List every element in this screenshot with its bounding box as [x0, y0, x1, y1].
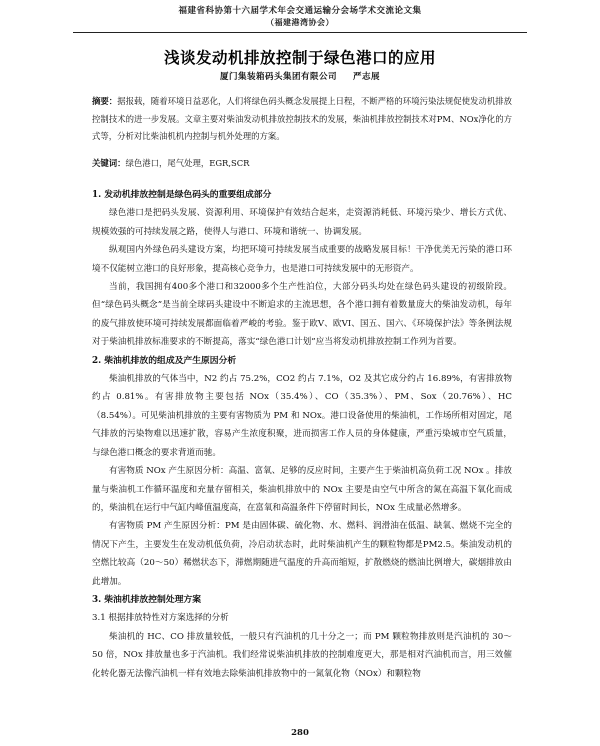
author-name: 严志展	[353, 72, 381, 82]
section-2-paragraph-3: 有害物质 PM 产生原因分析：PM 是由固体碳、硫化物、水、燃料、润滑油在低温、缺氧、燃烧不完全的情况下产生，主要发生在发动机低负荷，冷启动状态时，此时柴油机产生的颗粒物都是PM2.5。柴油发动机的空燃比较高（20～50）稀燃状态下，滞燃期随进气温度的升高而缩短，扩散燃烧的燃油比例增大，碳烟排放由此增加。	[92, 521, 512, 587]
keywords-text: 绿色港口，尾气处理，EGR,SCR	[125, 158, 250, 168]
header-rule	[73, 32, 527, 33]
running-header: 福建省科协第十六届学术年会交通运输分会场学术交流论文集	[178, 6, 422, 16]
paper-title: 浅谈发动机排放控制于绿色港口的应用	[163, 49, 436, 67]
keywords	[92, 155, 512, 171]
author-line	[0, 70, 600, 82]
abstract	[92, 93, 512, 146]
section-2-paragraph-2: 有害物质 NOx 产生原因分析：高温、富氧、足够的反应时间，主要产生于柴油机高负荷工况 NOx 。排放量与柴油机工作循环温度和充量存留相关，柴油机排放中的 NOx 主要是由空气中所含的氮在高温下氧化而成的，柴油机在运行中气缸内峰值温度高，在富氧和高温条件下停留时间长，NOx 生成量必然增多。	[92, 466, 512, 513]
section-3-1-heading: 3.1 根据排放特性对方案选择的分析	[92, 613, 229, 624]
section-2-heading: 2. 柴油机排放的组成及产生原因分析	[92, 355, 237, 366]
section-1-paragraph-3: 当前，我国拥有400多个港口和32000多个生产性泊位，大部分码头均处在绿色码头建设的初级阶段。但“绿色码头概念”是当前全球码头建设中不断追求的主流思想，各个港口拥有着数量庞大的柴油发动机，每年的废气排放使环境可持续发展都面临着严峻的考验。鉴于欧V、欧VI、国五、国六、《环境保护法》等条例法规对于柴油机排放标准要求的不断提高，落实“绿色港口计划”应当将发动机排放控制工作列为首要。	[92, 282, 512, 348]
abstract-text: 据报载，随着环境日益恶化，人们将绿色码头概念发展提上日程，不断严格的环境污染法规促使发动机排放控制技术的进一步发展。文章主要对柴油发动机排放控制技术的发展，柴油机排放控制技术对PM、NOx净化的方式等，分析对比柴油机机内控制与机外处理的方案。	[92, 96, 512, 142]
section-3-paragraph-1: 柴油机的 HC、CO 排放量较低，一般只有汽油机的几十分之一；而 PM 颗粒物排放则是汽油机的 30～50 倍，NOx 排放量也多于汽油机。我们经常说柴油机排放的控制难度更大，那是相对汽油机而言，用三效催化转化器无法像汽油机一样有效地去除柴油机排放物中的一氮氧化物（NOx）和颗粒物	[92, 631, 512, 679]
section-1-paragraph-2: 纵观国内外绿色码头建设方案，均把环境可持续发展当成重要的战略发展目标！干净优美无污染的港口环境不仅能树立港口的良好形象，提高核心竞争力，也是港口可持续发展中的无形资产。	[92, 245, 512, 274]
keywords-label: 关键词：	[92, 158, 126, 168]
abstract-label: 摘要：	[92, 96, 118, 106]
page-number: 280	[291, 728, 309, 738]
section-2-paragraph-1: 柴油机排放的气体当中，N2 约占 75.2%，CO2 约占 7.1%，O2 及其它成分约占 16.89%，有害排放物约占 0.81%。有害排放物主要包括 NOx（35.4%）、CO（35.3%）、PM、Sox（20.76%）、HC（8.54%）。可见柴油机排放的主要有害物质为 PM 和 NOx。港口设备使用的柴油机，工作场所相对固定，尾气排放的污染物难以迅速扩散，容易产生浓度积聚，进而损害工作人员的身体健康，严重污染城市空气质量，与绿色港口概念的要求背道而驰。	[92, 374, 512, 458]
running-header-sub: （福建港湾协会）	[266, 17, 334, 27]
section-3-heading: 3. 柴油机排放控制处理方案	[92, 594, 202, 605]
section-1-paragraph-1: 绿色港口是把码头发展、资源利用、环境保护有效结合起来，走资源消耗低、环境污染少、增长方式优、规模效强的可持续发展之路，使得人与港口、环境和谐统一、协调发展。	[92, 208, 512, 237]
author-affiliation: 厦门集装箱码头集团有限公司	[219, 72, 337, 82]
section-1-heading: 1. 发动机排放控制是绿色码头的重要组成部分	[92, 190, 272, 200]
paper-body	[92, 186, 512, 683]
